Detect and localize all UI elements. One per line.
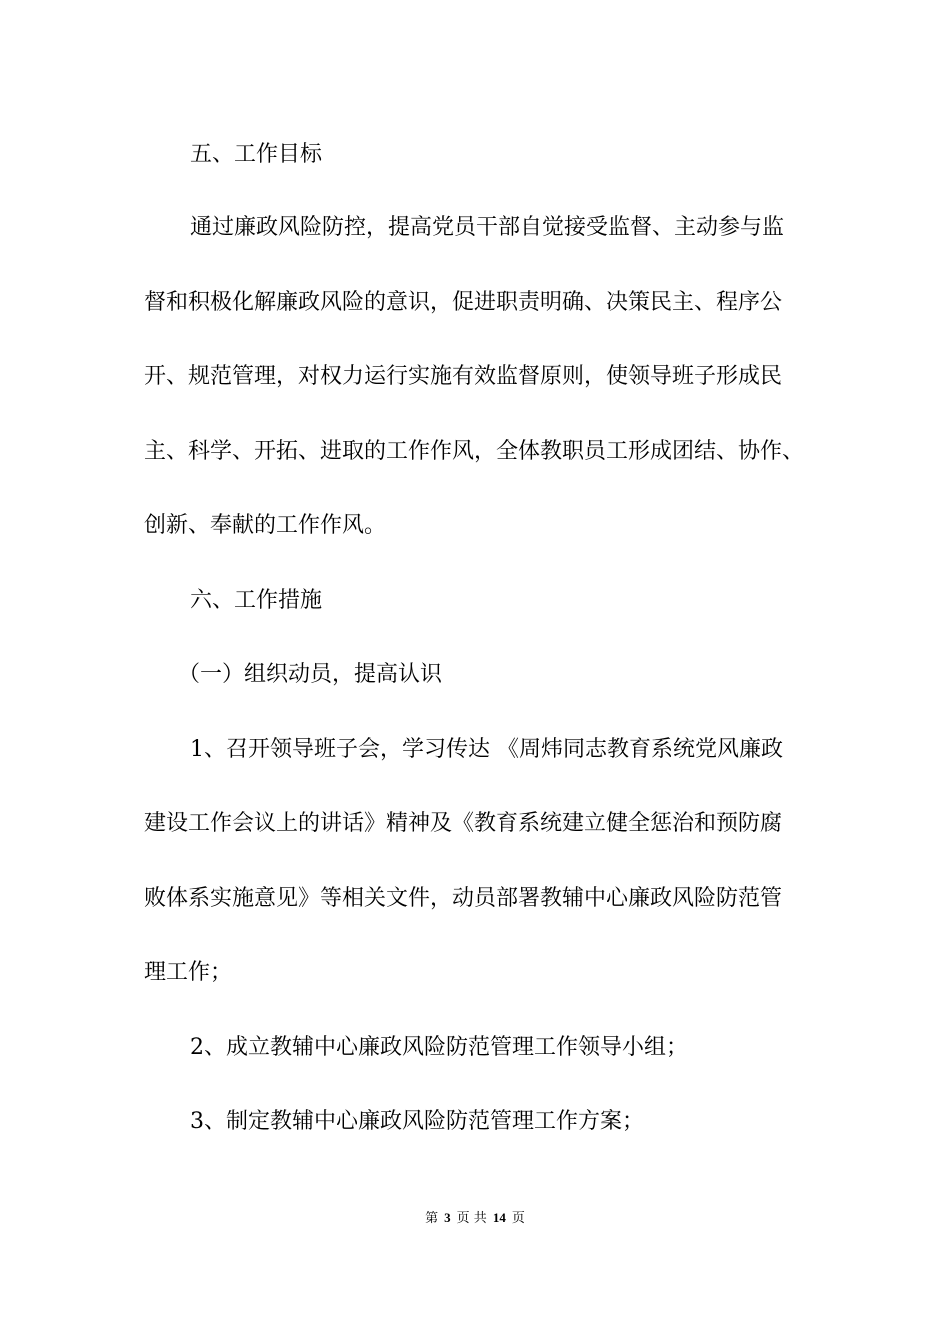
footer-middle: 页 共	[456, 1211, 487, 1226]
footer-page-number: 3	[444, 1210, 451, 1225]
footer-prefix: 第	[425, 1211, 439, 1226]
footer-suffix: 页	[511, 1211, 525, 1226]
list-item-line: 3、制定教辅中心廉政风险防范管理工作方案；	[190, 1109, 644, 1134]
page-footer	[0, 1209, 950, 1228]
paragraph-line: 创新、奉献的工作作风。	[144, 513, 387, 538]
section-heading-goals: 五、工作目标	[190, 142, 323, 167]
list-item-line: 理工作；	[144, 960, 233, 985]
list-item-line: 1、召开领导班子会，学习传达 《周炜同志教育系统党风廉政	[190, 737, 783, 762]
subsection-heading: （一）组织动员，提高认识	[178, 662, 443, 687]
paragraph-line: 通过廉政风险防控，提高党员干部自觉接受监督、主动参与监	[190, 215, 785, 240]
list-item-line: 2、成立教辅中心廉政风险防范管理工作领导小组；	[190, 1035, 688, 1060]
paragraph-line: 督和积极化解廉政风险的意识，促进职责明确、决策民主、程序公	[144, 290, 783, 315]
paragraph-line: 主、科学、开拓、进取的工作作风，全体教职员工形成团结、协作、	[144, 439, 805, 464]
section-heading-measures: 六、工作措施	[190, 588, 323, 613]
list-item-line: 建设工作会议上的讲话》精神及《教育系统建立健全惩治和预防腐	[144, 811, 783, 836]
footer-total-pages: 14	[492, 1210, 506, 1225]
list-item-line: 败体系实施意见》等相关文件，动员部署教辅中心廉政风险防范管	[144, 886, 783, 911]
paragraph-line: 开、规范管理，对权力运行实施有效监督原则，使领导班子形成民	[144, 364, 783, 389]
